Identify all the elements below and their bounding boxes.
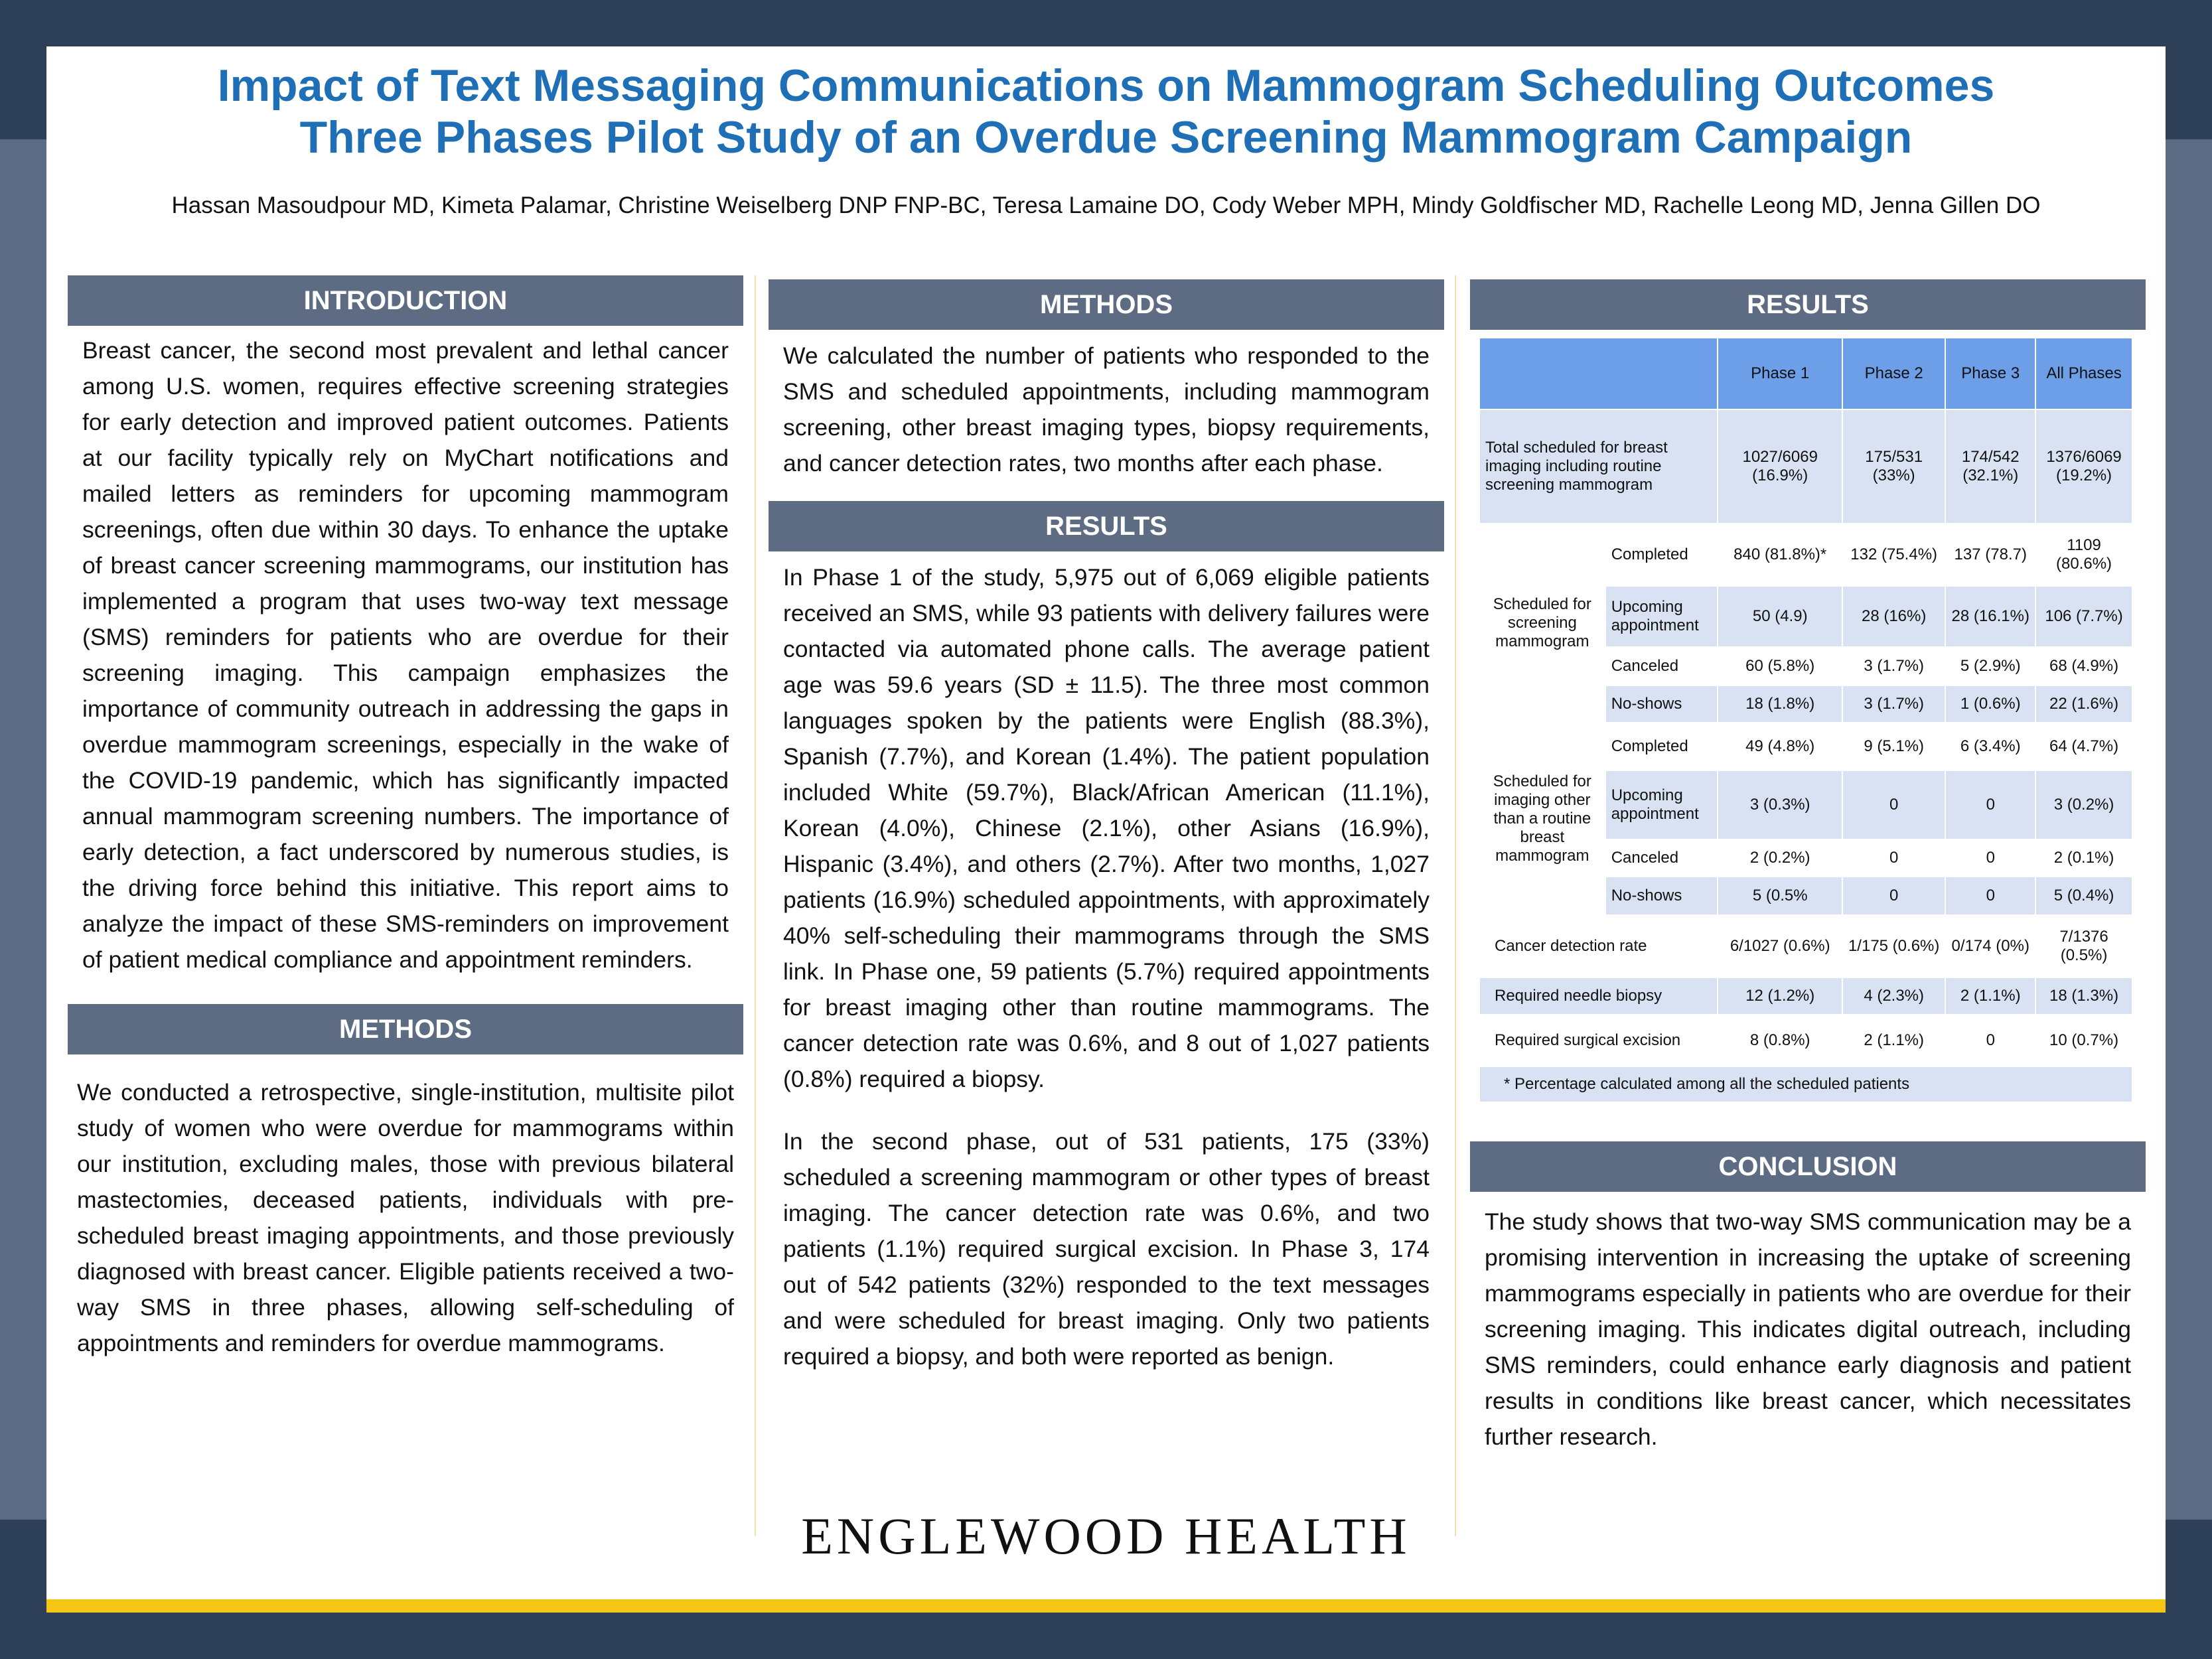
methods-text-mid: We calculated the number of patients who responded to the SMS and scheduled appointments, including mammogram screening, other breast imaging types, biopsy requirements, and cancer detection rates, two months after each phase. xyxy=(783,342,1430,476)
poster xyxy=(46,46,2166,1613)
column-divider-2 xyxy=(1455,275,1456,1536)
cell: 0 xyxy=(1945,877,2035,915)
results-heading-right: RESULTS xyxy=(1470,279,2146,330)
cell: 6/1027 (0.6%) xyxy=(1718,915,1842,977)
cell: 2 (0.2%) xyxy=(1718,839,1842,877)
cell: 60 (5.8%) xyxy=(1718,647,1842,685)
cell: 2 (1.1%) xyxy=(1842,1015,1945,1066)
cell: 0 xyxy=(1945,770,2035,839)
cell: 64 (4.7%) xyxy=(2035,723,2132,770)
cell: 2 (1.1%) xyxy=(1945,977,2035,1015)
cell: 6 (3.4%) xyxy=(1945,723,2035,770)
cell: 3 (0.3%) xyxy=(1718,770,1842,839)
cell: 1109 (80.6%) xyxy=(2035,524,2132,586)
cell: 0 xyxy=(1842,839,1945,877)
introduction-heading: INTRODUCTION xyxy=(68,275,743,326)
cell: 174/542 (32.1%) xyxy=(1945,409,2035,524)
row-label-surgical-excision: Required surgical excision xyxy=(1479,1015,1718,1066)
table-header-row xyxy=(1479,338,2132,409)
cell: 8 (0.8%) xyxy=(1718,1015,1842,1066)
cell: 132 (75.4%) xyxy=(1842,524,1945,586)
introduction-text: Breast cancer, the second most prevalent and lethal cancer among U.S. women, requires effective screening strategies for early detection and improved patient outcomes. Patients at our facility typically rely on MyChart notifications and mailed letters as reminders for upcoming mammogram screenings, often due within 30 days. To enhance the uptake of breast cancer screening mammograms, our institution has implemented a program that uses two-way text message (SMS) reminders for patients who are overdue for their screening imaging. This campaign emphasizes the importance of community outreach in addressing the gaps in overdue mammogram screenings, especially in the wake of the COVID-19 pandemic, which has significantly impacted annual mammogram screening numbers. The importance of early detection, a fact underscored by numerous studies, is the driving force behind this initiative. This report aims to analyze the impact of these SMS-reminders on improvement of patient medical compliance and appointment reminders. xyxy=(82,337,729,973)
cell: 5 (0.5% xyxy=(1718,877,1842,915)
cell: 3 (1.7%) xyxy=(1842,685,1945,723)
methods-text-left: We conducted a retrospective, single-institution, multisite pilot study of women who were overdue for mammograms within our institution, excluding males, those with previous bilateral mastectomies, deceased patients, individuals with pre-scheduled breast imaging appointments, and those previously diagnosed with breast cancer. Eligible patients received a two-way SMS in three phases, allowing self-scheduling of appointments and reminders for overdue mammograms. xyxy=(77,1079,734,1356)
row-label: Completed xyxy=(1605,723,1718,770)
conclusion-section xyxy=(1470,1141,2146,1455)
cell: 18 (1.8%) xyxy=(1718,685,1842,723)
cell: 1 (0.6%) xyxy=(1945,685,2035,723)
table-row xyxy=(1479,977,2132,1015)
results-paragraph-1: In Phase 1 of the study, 5,975 out of 6,069 eligible patients received an SMS, while 93 patients with delivery failures were contacted via automated phone calls. The average patient age was 59.6 years (SD ± 11.5). The three most common languages spoken by the patients were English (88.3%), Spanish (7.7%), and Korean (1.4%). The patient population included White (59.7%), Black/African American (11.1%), Korean (4.0%), Chinese (2.1%), other Asians (16.9%), Hispanic (3.4%), and others (2.7%). After two months, 1,027 patients (16.9%) scheduled appointments, with approximately 40% self-scheduling their mammograms through the SMS link. In Phase one, 59 patients (5.7%) required appointments for breast imaging other than routine mammograms. The cancer detection rate was 0.6%, and 8 out of 1,027 patients (0.8%) required a biopsy. xyxy=(783,564,1430,1092)
table-row xyxy=(1479,524,2132,586)
conclusion-text: The study shows that two-way SMS communication may be a promising intervention in increasing the uptake of screening mammograms especially in patients who are overdue for their screening imaging. This indicates digital outreach, including SMS reminders, could enhance early diagnosis and patient results in conditions like breast cancer, which necessitates further research. xyxy=(1485,1208,2131,1450)
cell: 9 (5.1%) xyxy=(1842,723,1945,770)
methods-heading-mid: METHODS xyxy=(769,279,1444,330)
cell: 18 (1.3%) xyxy=(2035,977,2132,1015)
header-phase-3: Phase 3 xyxy=(1945,338,2035,409)
table-footnote: * Percentage calculated among all the scheduled patients xyxy=(1479,1066,2132,1102)
author-list: Hassan Masoudpour MD, Kimeta Palamar, Christine Weiselberg DNP FNP-BC, Teresa Lamaine DO, Cody Weber MPH, Mindy Goldfischer MD, Rachelle Leong MD, Jenna Gillen DO xyxy=(171,192,2041,218)
cell: 0 xyxy=(1842,877,1945,915)
middle-column xyxy=(769,279,1444,1374)
cell: 1/175 (0.6%) xyxy=(1842,915,1945,977)
table-row xyxy=(1479,1015,2132,1066)
cell: 3 (0.2%) xyxy=(2035,770,2132,839)
cell: 22 (1.6%) xyxy=(2035,685,2132,723)
englewood-health-logo: ENGLEWOOD HEALTH xyxy=(801,1507,1411,1565)
column-divider-1 xyxy=(755,275,756,1536)
header-phase-2: Phase 2 xyxy=(1842,338,1945,409)
table-row xyxy=(1479,723,2132,770)
row-label: Canceled xyxy=(1605,839,1718,877)
row-label: Completed xyxy=(1605,524,1718,586)
cell: 68 (4.9%) xyxy=(2035,647,2132,685)
gold-accent-bar xyxy=(46,1599,2166,1613)
title-line-2: Three Phases Pilot Study of an Overdue Screening Mammogram Campaign xyxy=(299,112,1913,163)
poster-title xyxy=(46,60,2166,163)
cell: 137 (78.7) xyxy=(1945,524,2035,586)
row-label-needle-biopsy: Required needle biopsy xyxy=(1479,977,1718,1015)
cell: 5 (2.9%) xyxy=(1945,647,2035,685)
cell: 28 (16.1%) xyxy=(1945,586,2035,647)
methods-heading-left: METHODS xyxy=(68,1004,743,1054)
cell: 49 (4.8%) xyxy=(1718,723,1842,770)
row-label: No-shows xyxy=(1605,685,1718,723)
cell: 5 (0.4%) xyxy=(2035,877,2132,915)
results-heading-mid: RESULTS xyxy=(769,501,1444,551)
table-row xyxy=(1479,409,2132,524)
title-line-1: Impact of Text Messaging Communications on Mammogram Scheduling Outcomes xyxy=(217,60,1995,111)
cell: 0/174 (0%) xyxy=(1945,915,2035,977)
right-column xyxy=(1470,279,2146,330)
row-label: Upcoming appointment xyxy=(1605,770,1718,839)
header-empty-cell xyxy=(1479,338,1718,409)
header-phase-1: Phase 1 xyxy=(1718,338,1842,409)
cell: 0 xyxy=(1842,770,1945,839)
cell: 1027/6069 (16.9%) xyxy=(1718,409,1842,524)
cell: 175/531 (33%) xyxy=(1842,409,1945,524)
row-label: No-shows xyxy=(1605,877,1718,915)
row-label-cancer-detection: Cancer detection rate xyxy=(1479,915,1718,977)
cell: 7/1376 (0.5%) xyxy=(2035,915,2132,977)
results-paragraph-2: In the second phase, out of 531 patients, 175 (33%) scheduled a screening mammogram or other types of breast imaging. The cancer detection rate was 0.6%, and two patients (1.1%) required surgical excision. In Phase 3, 174 out of 542 patients (32%) responded to the text messages and were scheduled for breast imaging. Only two patients required a biopsy, and both were reported as benign. xyxy=(783,1128,1430,1370)
cell: 1376/6069 (19.2%) xyxy=(2035,409,2132,524)
cell: 3 (1.7%) xyxy=(1842,647,1945,685)
table-footnote-row xyxy=(1479,1066,2132,1102)
row-label: Upcoming appointment xyxy=(1605,586,1718,647)
cell: 4 (2.3%) xyxy=(1842,977,1945,1015)
table-row xyxy=(1479,915,2132,977)
cell: 0 xyxy=(1945,839,2035,877)
cell: 2 (0.1%) xyxy=(2035,839,2132,877)
cell: 0 xyxy=(1945,1015,2035,1066)
row-label: Canceled xyxy=(1605,647,1718,685)
left-column xyxy=(68,275,743,1361)
group-label-screening: Scheduled for screening mammogram xyxy=(1479,524,1605,723)
results-table xyxy=(1479,337,2133,1103)
cell: 12 (1.2%) xyxy=(1718,977,1842,1015)
cell: 10 (0.7%) xyxy=(2035,1015,2132,1066)
cell: 106 (7.7%) xyxy=(2035,586,2132,647)
cell: 28 (16%) xyxy=(1842,586,1945,647)
cell: 50 (4.9) xyxy=(1718,586,1842,647)
cell: 840 (81.8%)* xyxy=(1718,524,1842,586)
header-all-phases: All Phases xyxy=(2035,338,2132,409)
group-label-other-imaging: Scheduled for imaging other than a routine breast mammogram xyxy=(1479,723,1605,915)
row-label-total: Total scheduled for breast imaging including routine screening mammogram xyxy=(1479,409,1718,524)
conclusion-heading: CONCLUSION xyxy=(1470,1141,2146,1192)
